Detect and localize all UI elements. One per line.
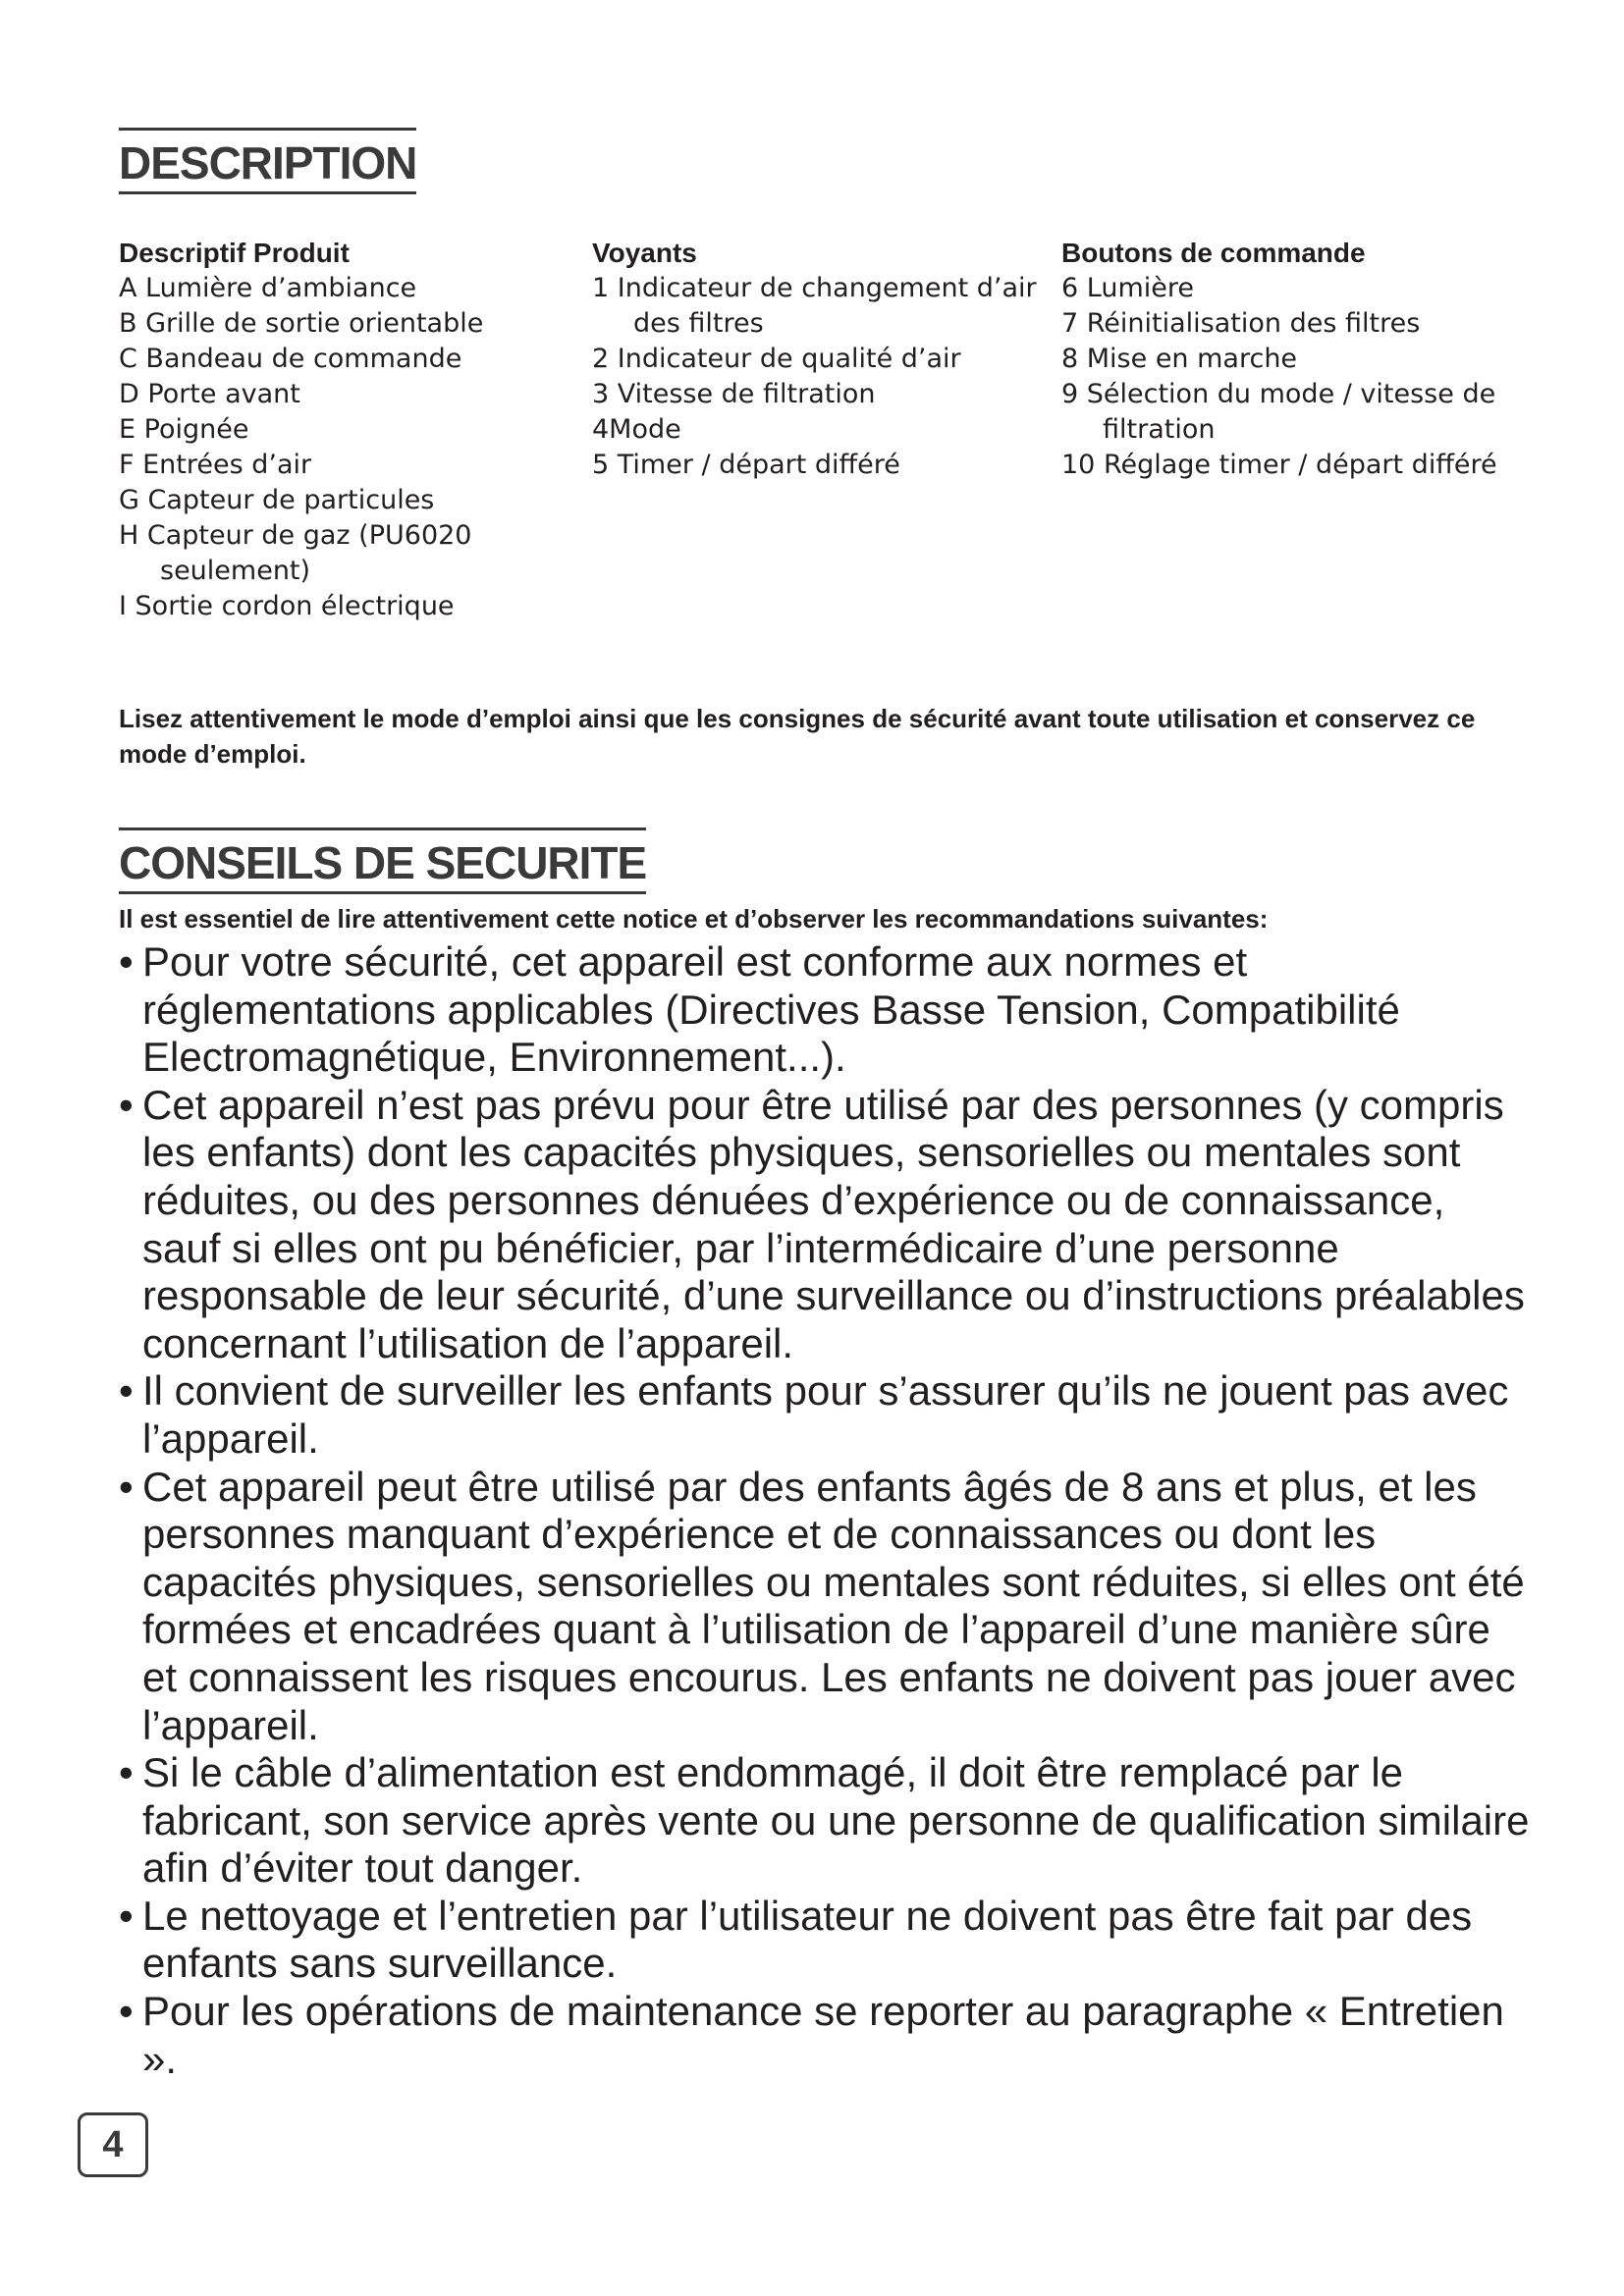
safety-bullet-text: Pour les opérations de maintenance se reporter au paragraphe « Entretien ». xyxy=(142,1988,1504,2082)
list-item: 5 Timer / départ différé xyxy=(592,450,900,480)
safety-bullet-text: Il convient de surveiller les enfants pour s’assurer qu’ils ne jouent pas avec l’appareil. xyxy=(142,1367,1509,1462)
list-item: 8 Mise en marche xyxy=(1061,344,1298,374)
safety-bullet-list xyxy=(119,938,1533,2083)
safety-bullet xyxy=(119,1367,1533,1463)
safety-heading: CONSEILS DE SECURITE xyxy=(119,828,646,894)
list-item: 1 Indicateur de changement d’air des filtres xyxy=(592,273,1037,339)
safety-bullet xyxy=(119,1464,1533,1750)
bullet-icon: • xyxy=(119,938,134,985)
bullet-icon: • xyxy=(119,1988,134,2035)
list-item: 9 Sélection du mode / vitesse de filtration xyxy=(1061,379,1496,445)
safety-bullet xyxy=(119,1749,1533,1893)
safety-bullet-text: Si le câble d’alimentation est endommagé, il doit être remplacé par le fabricant, son service après vente ou une personne de qualification similaire afin d’éviter tout danger. xyxy=(142,1749,1530,1892)
list-item: G Capteur de particules xyxy=(119,485,435,515)
page-number: 4 xyxy=(78,2112,148,2177)
safety-bullet xyxy=(119,1988,1533,2083)
safety-bullet xyxy=(119,1082,1533,1368)
list-item: 7 Réinitialisation des filtres xyxy=(1061,308,1421,339)
list-item: 3 Vitesse de filtration xyxy=(592,379,876,409)
list-item: I Sortie cordon électrique xyxy=(119,591,455,621)
read-instructions-note: Lisez attentivement le mode d’emploi ainsi que les consignes de sécurité avant toute utilisation et conservez ce mode d’emploi. xyxy=(119,704,1476,769)
control-buttons-column xyxy=(1061,236,1533,483)
list-item: D Porte avant xyxy=(119,379,300,409)
indicators-list xyxy=(592,271,1054,483)
safety-bullet-text: Pour votre sécurité, cet appareil est conforme aux normes et réglementations applicables (Directives Basse Tension, Compatibilité Electromagnétique, Environnement...). xyxy=(142,938,1400,1081)
indicators-column xyxy=(592,236,1054,483)
list-item: E Poignée xyxy=(119,414,249,445)
bullet-icon: • xyxy=(119,1081,134,1128)
description-heading: DESCRIPTION xyxy=(119,128,416,194)
list-item: A Lumière d’ambiance xyxy=(119,273,417,303)
product-parts-list xyxy=(119,271,610,624)
list-item: F Entrées d’air xyxy=(119,450,312,480)
list-item: B Grille de sortie orientable xyxy=(119,308,484,339)
control-buttons-list xyxy=(1061,271,1533,483)
product-description-title: Descriptif Produit xyxy=(119,238,350,268)
control-buttons-title: Boutons de commande xyxy=(1061,238,1366,268)
safety-bullet xyxy=(119,1893,1533,1988)
safety-bullet-text: Cet appareil n’est pas prévu pour être utilisé par des personnes (y compris les enfants) dont les capacités physiques, sensorielles ou mentales sont réduites, ou des personnes dénuées d’expérience ou de connaissance, sauf si elles ont pu bénéficier, par l’intermédicaire d’une personne responsable de leur sécurité, d’une surveillance ou d’instructions préalables concernant l’utilisation de l’appareil. xyxy=(142,1081,1525,1366)
safety-bullet-text: Cet appareil peut être utilisé par des enfants âgés de 8 ans et plus, et les personnes manquant d’expérience et de connaissances ou dont les capacités physiques, sensorielles ou mentales sont réduites, si elles ont été formées et encadrées quant à l’utilisation de l’appareil d’une manière sûre et connaissent les risques encourus. Les enfants ne doivent pas jouer avec l’appareil. xyxy=(142,1463,1525,1748)
product-description-column xyxy=(119,236,610,624)
bullet-icon: • xyxy=(119,1749,134,1796)
list-item: 2 Indicateur de qualité d’air xyxy=(592,344,961,374)
list-item: H Capteur de gaz (PU6020 seulement) xyxy=(119,520,472,586)
safety-intro: Il est essentiel de lire attentivement cette notice et d’observer les recommandations suivantes: xyxy=(119,904,1269,934)
safety-bullet-text: Le nettoyage et l’entretien par l’utilisateur ne doivent pas être fait par des enfants sans surveillance. xyxy=(142,1892,1473,1987)
indicators-title: Voyants xyxy=(592,238,697,268)
list-item: 10 Réglage timer / départ différé xyxy=(1061,450,1497,480)
safety-bullet xyxy=(119,938,1533,1082)
bullet-icon: • xyxy=(119,1367,134,1415)
bullet-icon: • xyxy=(119,1892,134,1939)
list-item: C Bandeau de commande xyxy=(119,344,462,374)
list-item: 4Mode xyxy=(592,414,681,445)
list-item: 6 Lumière xyxy=(1061,273,1194,303)
bullet-icon: • xyxy=(119,1463,134,1510)
